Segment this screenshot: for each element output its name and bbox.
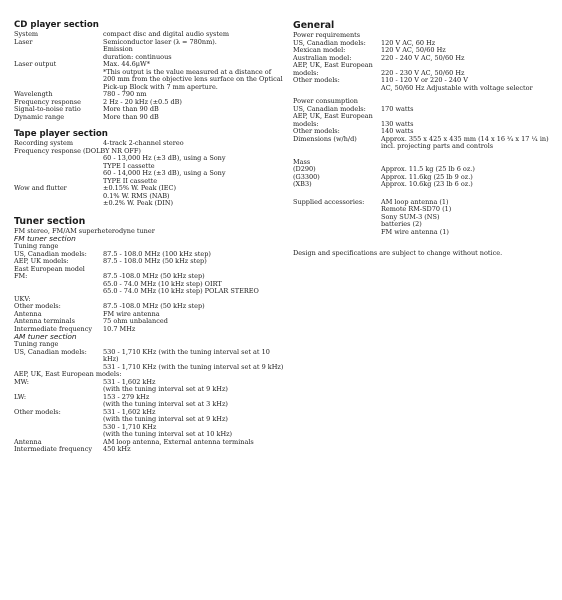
power-requirements-label: Power requirements [293, 31, 361, 39]
spec-label: Laser [14, 37, 33, 46]
spec-value: 140 watts [381, 127, 414, 135]
power-consumption-list [293, 106, 555, 151]
spec-row [14, 114, 284, 122]
tuner-intro: FM stereo, FM/AM superheterodyne tuner [14, 226, 155, 235]
spec-value: 220 - 230 V AC, 50/60 Hz [381, 68, 465, 77]
spec-value: 87.5 -108.0 MHz (50 kHz step) [103, 302, 205, 311]
spec-label: Intermediate frequency [14, 324, 93, 333]
spec-label: Signal-to-noise ratio [14, 105, 81, 113]
spec-value: More than 90 dB [103, 105, 159, 113]
spec-label: AEP, UK models: [14, 257, 69, 266]
spec-label: System [14, 30, 39, 38]
spec-value: 120 V AC, 60 Hz [381, 38, 436, 47]
spec-label: (XB3) [293, 180, 312, 188]
spec-value: 153 - 279 kHz (with the tuning interval set at 3 kHz) [103, 392, 228, 409]
spec-value: 120 V AC, 50/60 Hz [381, 46, 446, 54]
accessories-value: AM loop antenna (1) Remote RM-SD70 (1) Sony SUM-3 (NS) batteries (2) FM wire antenna (1) [381, 197, 452, 236]
spec-label: Laser output [14, 60, 57, 68]
spec-row [293, 181, 555, 189]
spec-label: Wow and flutter [14, 184, 67, 192]
spec-row [14, 446, 284, 454]
spec-label: Other models: [293, 76, 340, 84]
spec-value: 531 - 1,602 kHz (with the tuning interval set at 9 kHz) [103, 377, 228, 394]
spec-value: compact disc and digital audio system [103, 30, 230, 38]
spec-label: LW: [14, 392, 27, 401]
spec-label: UKV: [14, 294, 31, 303]
spec-label: Wavelength [14, 90, 53, 98]
spec-row [293, 136, 555, 151]
spec-label: (D290) [293, 165, 316, 173]
mass-list [293, 166, 555, 189]
spec-value: ±0.15% W. Peak (IEC) 0.1% W. RMS (NAB) ±0.2% W. Peak (DIN) [103, 184, 177, 207]
spec-row [14, 39, 284, 62]
spec-label: Frequency response [14, 97, 81, 106]
spec-row [14, 185, 284, 208]
power-consumption-label: Power consumption [293, 97, 358, 105]
tape-section-title: Tape player section [14, 129, 108, 139]
spec-value: 10.7 MHz [103, 324, 136, 333]
power-requirements-list [293, 40, 555, 93]
spec-label: Other models: [14, 302, 61, 311]
cd-spec-list [14, 31, 284, 121]
spec-value: Approx. 10.6kg (23 lb 6 oz.) [381, 180, 473, 188]
spec-label: AEP, UK, East European models: [293, 112, 373, 128]
accessories-label: Supplied accessories: [293, 197, 365, 206]
spec-label: Mexican model: [293, 46, 346, 54]
general-section-title: General [293, 20, 335, 31]
spec-value: Max. 44.6μW* *This output is the value measured at a distance of 200 mm from the objective lens surface on the Optical Pick-up Block with 7 mm aperture. [103, 60, 283, 91]
spec-row [14, 409, 284, 439]
spec-label: Other models: [293, 127, 340, 135]
spec-label: FM: [14, 272, 28, 281]
spec-label: Other models: [14, 407, 61, 416]
spec-label: Recording system [14, 139, 74, 147]
fm-spec-list [14, 243, 284, 333]
accessories-row [293, 199, 555, 237]
spec-value: 87.5 - 108.0 MHz (50 kHz step) [103, 257, 207, 266]
design-note: Design and specifications are subject to change without notice. [293, 249, 503, 257]
spec-value: Approx. 11.5 kg (25 lb 6 oz.) [381, 165, 475, 173]
tape-spec-list [14, 140, 284, 208]
spec-row [14, 61, 284, 91]
spec-label: Tuning range [14, 340, 59, 349]
spec-value: 87.5 -108.0 MHz (50 kHz step) 65.0 - 74.0 MHz (10 kHz step) OIRT 65.0 - 74.0 MHz (10 kHz step) POLAR STEREO [103, 272, 259, 296]
spec-value: 780 - 790 nm [103, 90, 147, 98]
spec-row [14, 349, 284, 372]
mass-label: Mass [293, 157, 311, 166]
cd-section-title: CD player section [14, 20, 99, 30]
tuner-section-title: Tuner section [14, 215, 86, 227]
spec-value: 130 watts [381, 119, 414, 128]
spec-label: AEP, UK, East European models: [293, 61, 373, 77]
spec-value: 450 kHz [103, 445, 131, 454]
spec-label: US, Canadian models: [14, 347, 87, 356]
spec-label: Australian model: [293, 53, 352, 62]
spec-value: 4-track 2-channel stereo [103, 139, 184, 147]
spec-value: FM wire antenna [103, 309, 160, 318]
spec-label: Antenna [14, 309, 42, 318]
am-spec-list [14, 341, 284, 454]
spec-label: US, Canadian models: [293, 38, 366, 47]
spec-row [14, 155, 284, 185]
spec-value: 110 - 120 V or 220 - 240 V AC, 50/60 Hz Adjustable with voltage selector [381, 76, 533, 92]
spec-label [14, 155, 103, 185]
spec-value: 531 - 1,602 kHz (with the tuning interval set at 9 kHz) 530 - 1,710 KHz (with the tuning interval set at 10 kHz) [103, 407, 233, 439]
spec-label: Intermediate frequency [14, 445, 93, 454]
spec-value: 60 - 13,000 Hz (±3 dB), using a Sony TYPE I cassette 60 - 14,000 Hz (±3 dB), using a Sony TYPE II cassette [103, 154, 226, 185]
spec-row [14, 273, 284, 296]
spec-value: 170 watts [381, 104, 414, 113]
spec-row [14, 394, 284, 409]
spec-label: US, Canadian models: [14, 249, 87, 258]
spec-value: 530 - 1,710 KHz (with the tuning interval set at 10 kHz) 531 - 1,710 KHz (with the tuning interval set at 9 kHz) [103, 347, 284, 371]
spec-value: 87.5 - 108.0 MHz (100 kHz step) [103, 249, 211, 258]
spec-label: Frequency response (DOLBY NR OFF) [14, 146, 141, 155]
spec-value: 2 Hz - 20 kHz (±0.5 dB) [103, 97, 182, 106]
spec-label: Antenna terminals [14, 317, 75, 326]
spec-label: East European model [14, 264, 85, 273]
spec-value: 75 ohm unbalanced [103, 317, 168, 326]
spec-row [293, 113, 555, 128]
spec-row [293, 62, 555, 77]
right-column [293, 18, 555, 258]
spec-value: More than 90 dB [103, 112, 159, 121]
spec-label: (G3300) [293, 172, 320, 181]
spec-label: Tuning range [14, 242, 59, 251]
spec-label: MW: [14, 377, 29, 386]
spec-value: Semiconductor laser (λ = 780nm). Emission duration: continuous [103, 37, 217, 61]
spec-label: Dynamic range [14, 112, 65, 121]
spec-value: AM loop antenna, External antenna terminals [103, 437, 254, 446]
spec-value: 220 - 240 V AC, 50/60 Hz [381, 53, 465, 62]
spec-label: US, Canadian models: [293, 104, 366, 113]
left-column [14, 18, 284, 454]
spec-row [14, 379, 284, 394]
fm-tuner-title: FM tuner section [14, 234, 76, 243]
spec-value: Approx. 355 x 425 x 435 mm (14 x 16 ³⁄₄ x 17 ¹⁄₄ in) incl. projecting parts and controls [381, 134, 549, 150]
spec-label: AEP, UK, East European models: [14, 370, 122, 379]
spec-label: Antenna [14, 437, 42, 446]
spec-label: Dimensions (w/h/d) [293, 134, 357, 143]
spec-value: Approx. 11.6kg (25 lb 9 oz.) [381, 172, 473, 181]
spec-row [293, 77, 555, 92]
am-tuner-title: AM tuner section [14, 332, 77, 342]
